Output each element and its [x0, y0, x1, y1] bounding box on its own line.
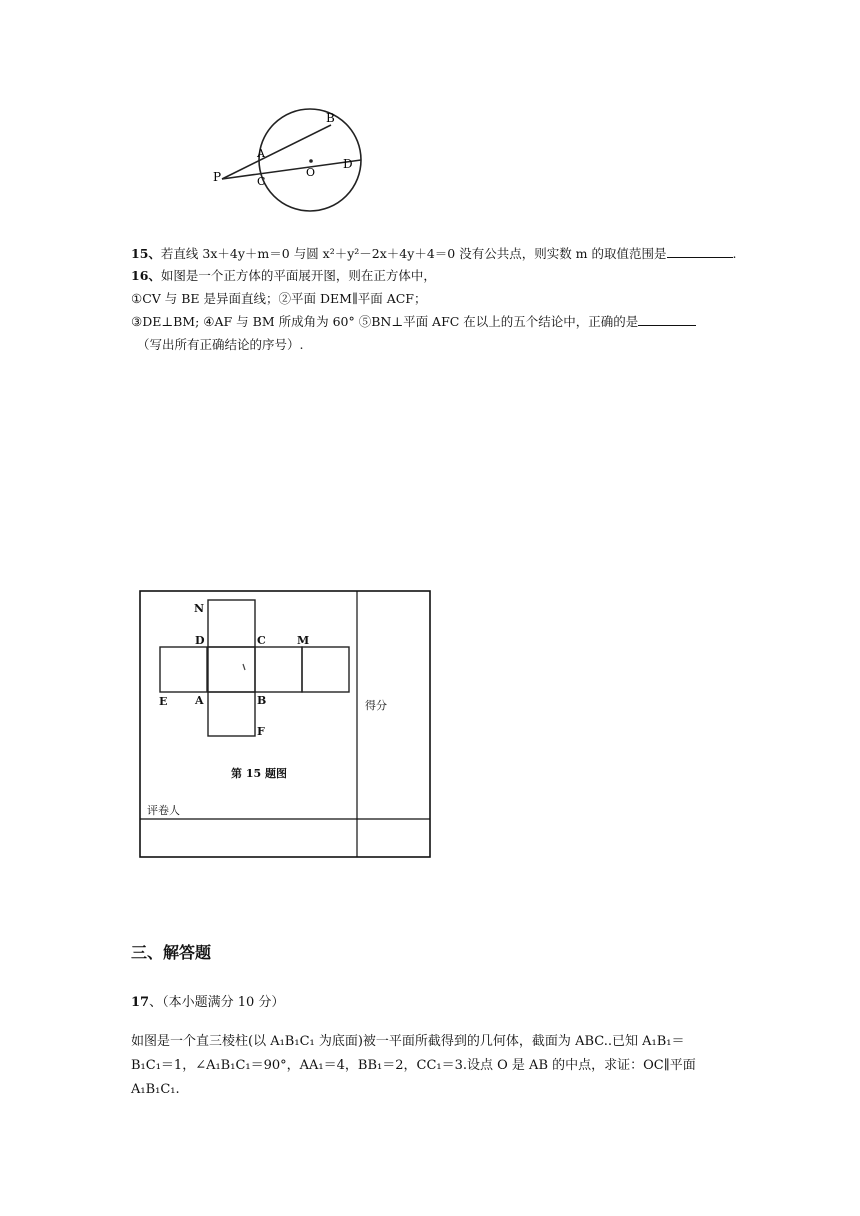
question-17-score-note: （本小题满分 10 分） — [162, 995, 285, 1010]
question-15-answer-blank[interactable] — [667, 245, 733, 258]
question-15-sep: 、 — [148, 246, 161, 261]
net-and-score-table — [139, 590, 431, 858]
question-17-line2: B₁C₁＝1，∠A₁B₁C₁＝90°，AA₁＝4，BB₁＝2，CC₁＝3.设点 O 是 AB 的中点，求证：OC∥平面 — [131, 1058, 696, 1073]
question-16-line3 — [131, 311, 696, 333]
label-b: B — [326, 111, 335, 125]
grader-label: 评卷人 — [147, 804, 180, 817]
question-15-end: . — [732, 246, 737, 261]
net-center-mark — [243, 664, 245, 670]
question-16-line1: 如图是一个正方体的平面展开图，则在正方体中， — [160, 268, 436, 283]
question-16-number: 16 — [131, 268, 149, 283]
question-15-text: 若直线 3x＋4y＋m＝0 与圆 x²＋y²－2x＋4y＋4＝0 没有公共点，则实数 m 的取值范围是 — [160, 246, 667, 261]
net-label-c: C — [257, 634, 266, 647]
label-c: C — [257, 175, 266, 188]
label-d: D — [343, 157, 353, 171]
net-caption: 第 15 题图 — [231, 767, 287, 780]
label-o: O — [306, 166, 316, 179]
net-label-n: N — [194, 602, 205, 615]
score-label: 得分 — [365, 699, 387, 712]
net-label-f: F — [257, 725, 265, 738]
question-17-line1: 如图是一个直三棱柱(以 A₁B₁C₁ 为底面)被一平面所截得到的几何体，截面为 ABC..已知 A₁B₁＝ — [131, 1034, 685, 1049]
question-16-line3-text: ③DE⊥BM; ④AF 与 BM 所成角为 60° ⑤BN⊥平面 AFC 在以上的五个结论中，正确的是 — [131, 314, 639, 329]
net-label-b: B — [257, 694, 267, 707]
center-point-o — [309, 159, 313, 163]
label-a: A — [257, 147, 265, 160]
net-label-d: D — [195, 634, 205, 647]
question-15 — [131, 243, 736, 265]
cube-net — [160, 600, 349, 736]
question-17-header — [131, 990, 284, 1016]
net-label-e: E — [159, 695, 168, 708]
circle-figure — [205, 105, 375, 215]
question-16-line2: ①CV 与 BE 是异面直线；②平面 DEM∥平面 ACF； — [131, 291, 427, 306]
question-15-number: 15 — [131, 246, 149, 261]
question-16-line4: （写出所有正确结论的序号）. — [137, 337, 304, 352]
question-17-sep: 、 — [149, 995, 163, 1010]
score-table-frame — [140, 591, 430, 857]
label-p: P — [213, 170, 222, 184]
question-16-sep: 、 — [148, 268, 161, 283]
section-3-title: 三、解答题 — [131, 943, 212, 962]
question-16-answer-blank[interactable] — [638, 313, 696, 326]
net-label-m: M — [297, 634, 310, 647]
question-17-line3: A₁B₁C₁. — [131, 1082, 180, 1097]
question-17-number: 17 — [131, 995, 150, 1010]
question-16 — [131, 265, 436, 287]
net-label-a: A — [195, 694, 204, 707]
